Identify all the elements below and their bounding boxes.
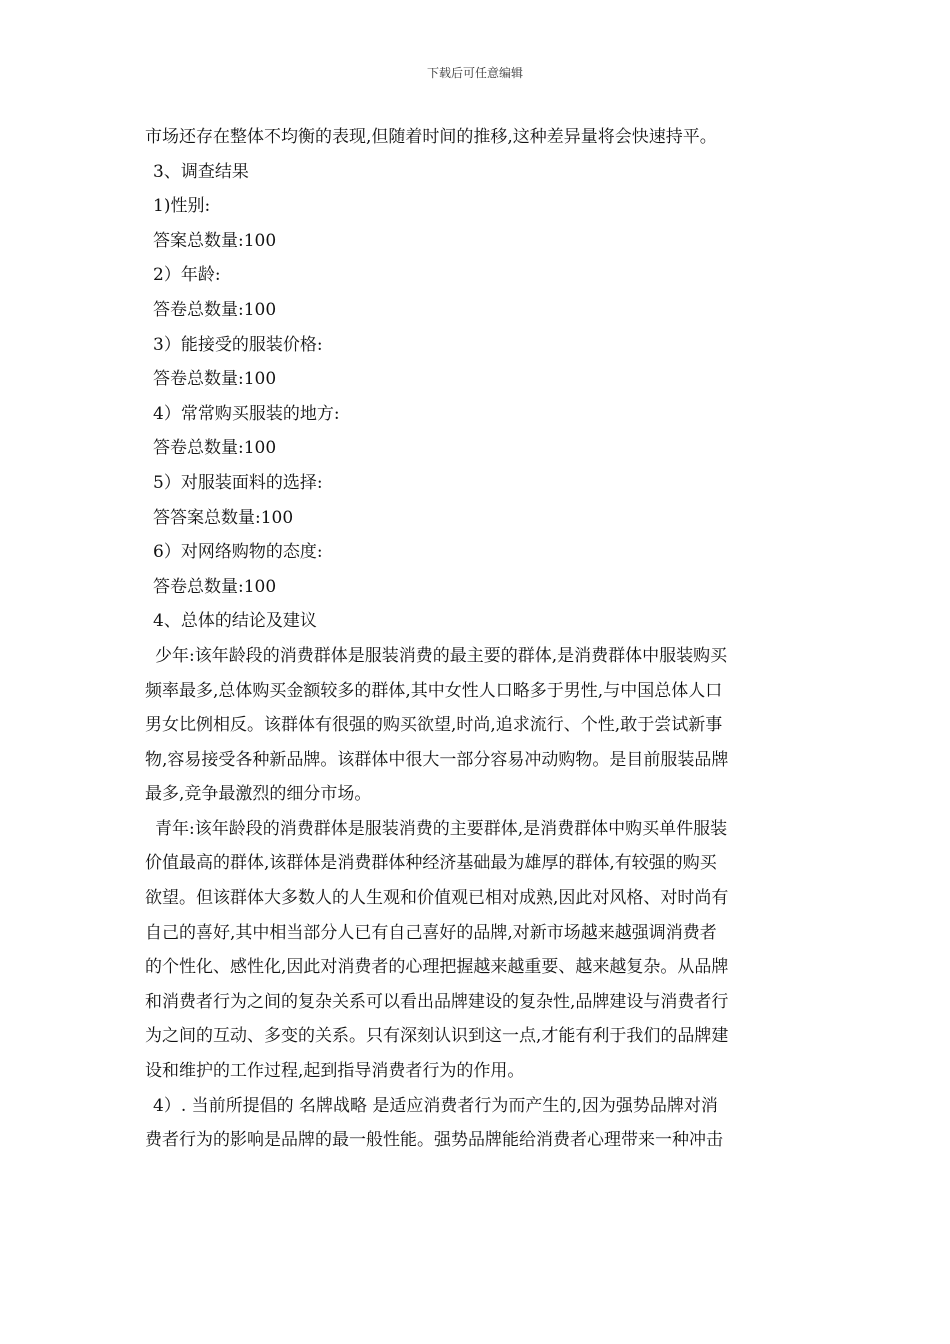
item-heading: 4）常常购买服装的地方: <box>153 403 340 424</box>
section-heading: 4、总体的结论及建议 <box>153 611 317 632</box>
paragraph-line: 价值最高的群体,该群体是消费群体种经济基础最为雄厚的群体,有较强的购买 <box>145 853 717 874</box>
item-count: 答卷总数量:100 <box>153 369 277 390</box>
item-count: 答卷总数量:100 <box>153 438 277 459</box>
paragraph-line: 物,容易接受各种新品牌。该群体中很大一部分容易冲动购物。是目前服装品牌 <box>145 749 729 770</box>
item-heading: 3）能接受的服装价格: <box>153 334 323 355</box>
item-heading: 5）对服装面料的选择: <box>153 472 323 493</box>
paragraph-line: 欲望。但该群体大多数人的人生观和价值观已相对成熟,因此对风格、对时尚有 <box>145 888 729 909</box>
paragraph-brand-strategy <box>145 1089 810 1158</box>
item-heading: 2）年龄: <box>153 265 221 286</box>
section-heading: 3、调查结果 <box>153 161 249 182</box>
paragraph-line: 频率最多,总体购买金额较多的群体,其中女性人口略多于男性,与中国总体人口 <box>145 680 723 701</box>
text-line: 市场还存在整体不均衡的表现,但随着时间的推移,这种差异量将会快速持平。 <box>145 127 717 147</box>
paragraph-line: 4）. 当前所提倡的 名牌战略 是适应消费者行为而产生的,因为强势品牌对消 <box>153 1095 718 1116</box>
paragraph-line: 费者行为的影响是品牌的最一般性能。强势品牌能给消费者心理带来一种冲击 <box>145 1130 723 1151</box>
item-count: 答案总数量:100 <box>153 230 277 251</box>
paragraph-line: 设和维护的工作过程,起到指导消费者行为的作用。 <box>145 1061 525 1082</box>
item-heading: 6）对网络购物的态度: <box>153 542 323 563</box>
item-heading: 1)性别: <box>153 196 211 217</box>
item-count: 答卷总数量:100 <box>153 299 277 320</box>
paragraph-line: 和消费者行为之间的复杂关系可以看出品牌建设的复杂性,品牌建设与消费者行 <box>145 991 729 1012</box>
page-header: 下载后可任意编辑 <box>426 66 523 80</box>
paragraph-line: 最多,竞争最激烈的细分市场。 <box>145 784 372 805</box>
paragraph-youth <box>145 639 810 812</box>
paragraph-line: 的个性化、感性化,因此对消费者的心理把握越来越重要、越来越复杂。从品牌 <box>145 957 729 978</box>
item-count: 答卷总数量:100 <box>153 576 277 597</box>
item-count: 答答案总数量:100 <box>153 507 294 528</box>
paragraph-line: 男女比例相反。该群体有很强的购买欲望,时尚,追求流行、个性,敢于尝试新事 <box>145 715 723 736</box>
document-body <box>145 120 810 1158</box>
paragraph-line: 为之间的互动、多变的关系。只有深刻认识到这一点,才能有利于我们的品牌建 <box>145 1026 729 1047</box>
paragraph-line: 自己的喜好,其中相当部分人已有自己喜好的品牌,对新市场越来越强调消费者 <box>145 922 717 943</box>
paragraph-young-adult <box>145 812 810 1089</box>
paragraph-line: 青年:该年龄段的消费群体是服装消费的主要群体,是消费群体中购买单件服装 <box>155 818 728 839</box>
paragraph-line: 少年:该年龄段的消费群体是服装消费的最主要的群体,是消费群体中服装购买 <box>155 645 728 666</box>
